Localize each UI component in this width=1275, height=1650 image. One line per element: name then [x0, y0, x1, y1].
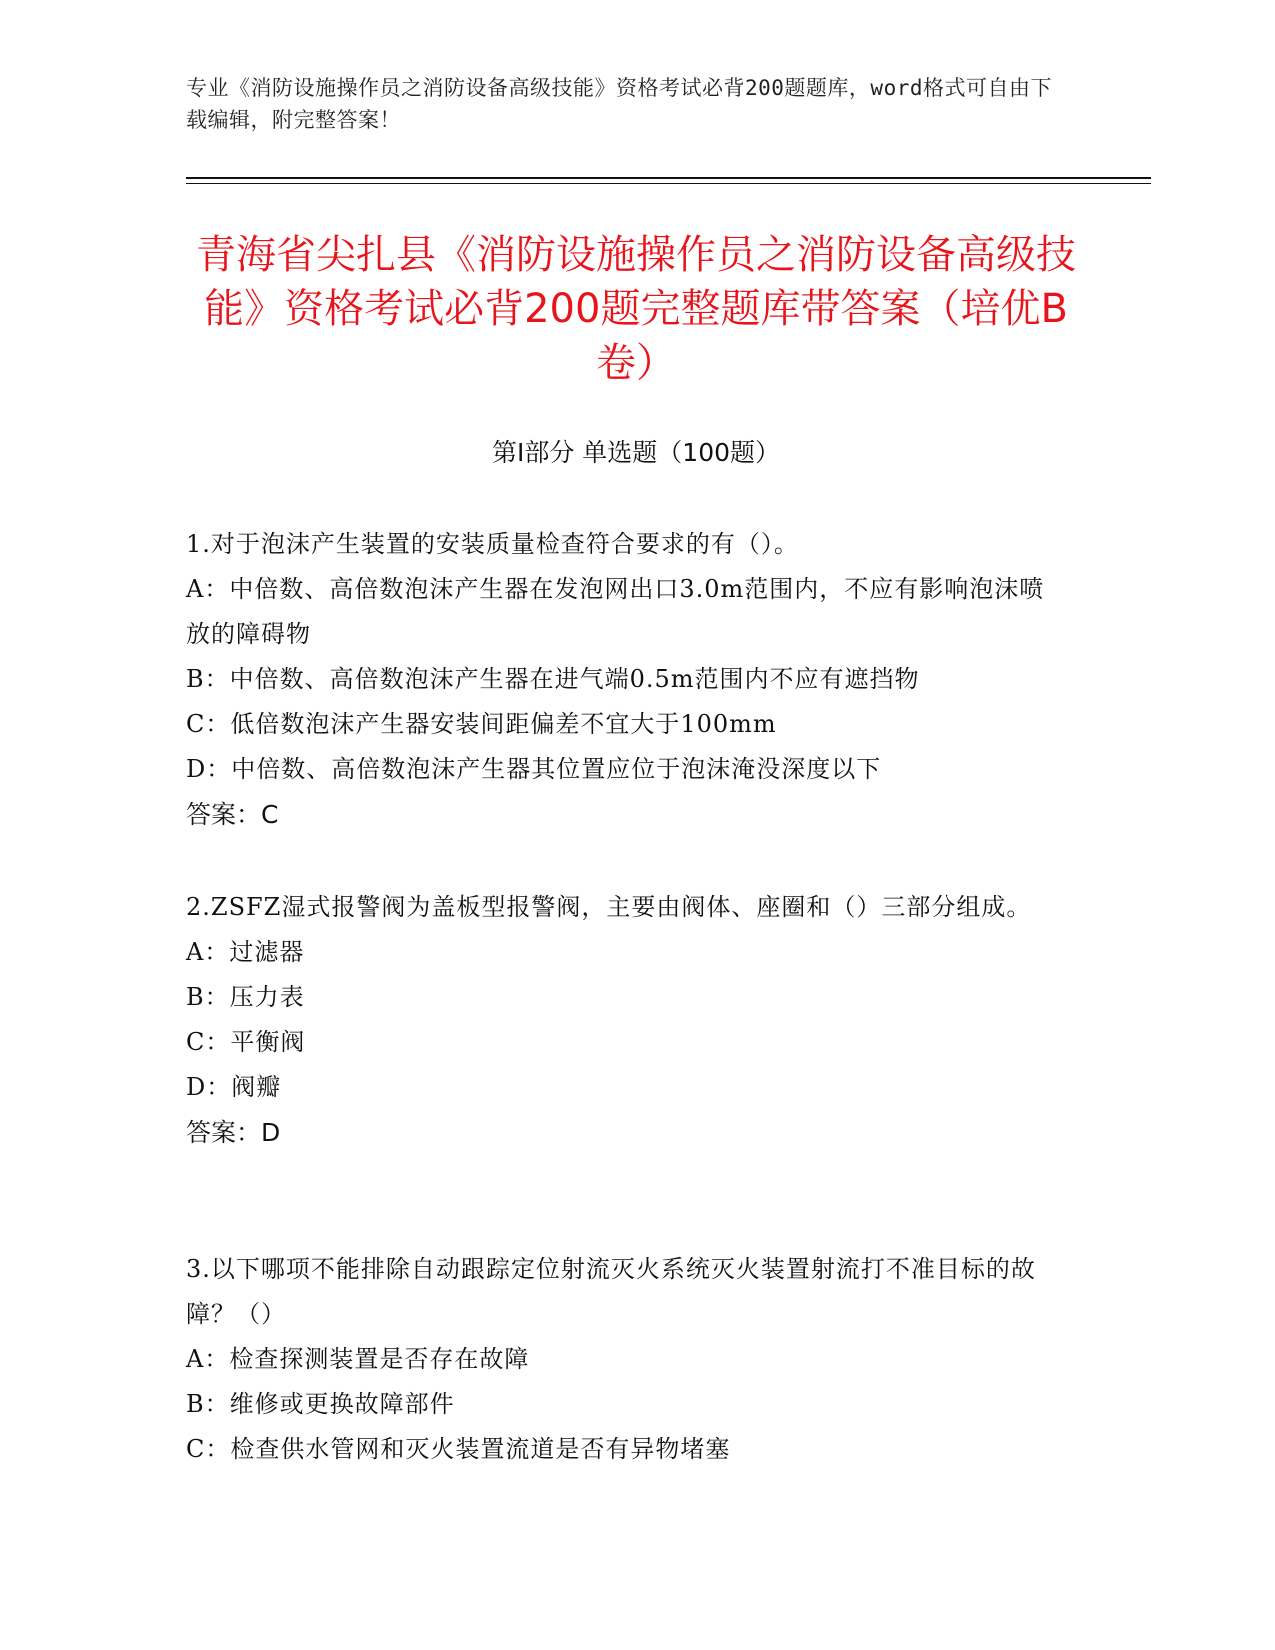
question-stem: 3.以下哪项不能排除自动跟踪定位射流灭火系统灭火装置射流打不准目标的故障？（）: [186, 1255, 1036, 1328]
question-answer: 答案：C: [186, 800, 279, 829]
question-2: [186, 885, 1066, 1155]
section-title: 第I部分 单选题（100题）: [491, 438, 781, 467]
header-divider-thin: [186, 183, 1151, 184]
question-stem: 1.对于泡沫产生装置的安装质量检查符合要求的有（）。: [186, 530, 799, 558]
question-option: A：过滤器: [186, 938, 305, 966]
question-option: C：低倍数泡沫产生器安装间距偏差不宜大于100mm: [186, 710, 777, 738]
question-option: B：维修或更换故障部件: [186, 1390, 455, 1418]
question-option: B：中倍数、高倍数泡沫产生器在进气端0.5m范围内不应有遮挡物: [186, 665, 920, 693]
question-option: C：检查供水管网和灭火装置流道是否有异物堵塞: [186, 1435, 731, 1463]
question-answer: 答案：D: [186, 1118, 281, 1147]
question-3: [186, 1247, 1066, 1472]
question-option: B：压力表: [186, 983, 305, 1011]
question-option: C：平衡阀: [186, 1028, 306, 1056]
question-stem: 2.ZSFZ湿式报警阀为盖板型报警阀，主要由阀体、座圈和（）三部分组成。: [186, 893, 1032, 921]
question-option: D：阀瓣: [186, 1073, 282, 1101]
header-note: 专业《消防设施操作员之消防设备高级技能》资格考试必背200题题库，word格式可自由下载编辑，附完整答案！: [186, 76, 1052, 132]
question-1: [186, 522, 1066, 837]
question-option: A：中倍数、高倍数泡沫产生器在发泡网出口3.0m范围内，不应有影响泡沫喷放的障碍物: [186, 575, 1045, 648]
question-option: A：检查探测装置是否存在故障: [186, 1345, 530, 1373]
header-divider-thick: [186, 177, 1151, 179]
question-option: D：中倍数、高倍数泡沫产生器其位置应位于泡沫淹没深度以下: [186, 755, 882, 783]
document-title: 青海省尖扎县《消防设施操作员之消防设备高级技能》资格考试必背200题完整题库带答案（培优B卷）: [196, 232, 1076, 386]
